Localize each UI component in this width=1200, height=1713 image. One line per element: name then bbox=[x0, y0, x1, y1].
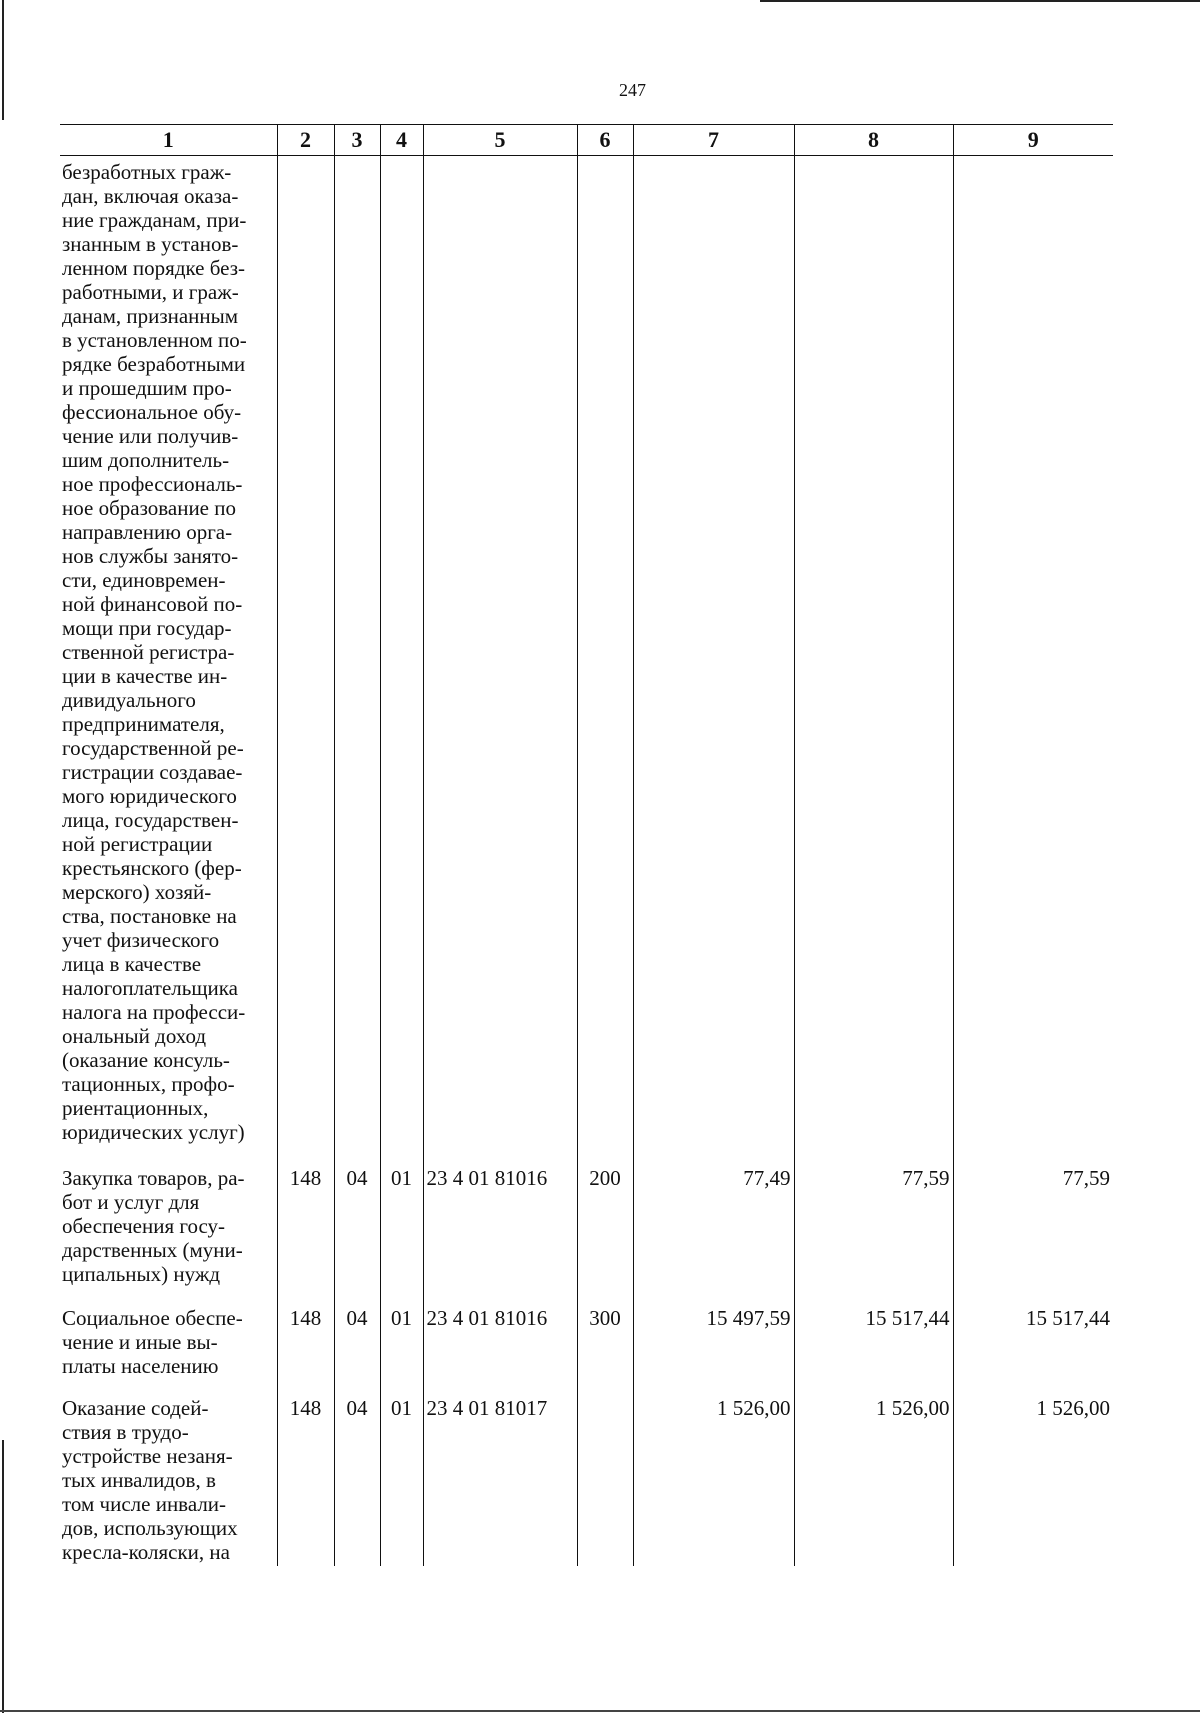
amount-year-2-cell: 77,59 bbox=[794, 1166, 953, 1306]
amount-year-2-cell bbox=[794, 156, 953, 1167]
expense-type-code-cell bbox=[577, 156, 633, 1167]
description-line: ональный доход bbox=[62, 1024, 207, 1048]
col-header-4: 4 bbox=[380, 125, 423, 156]
subsection-code-cell: 01 bbox=[380, 1306, 423, 1396]
description-line: ственной регистра- bbox=[62, 640, 235, 664]
description-line: чение и иные вы- bbox=[62, 1330, 218, 1354]
row-description bbox=[60, 1306, 277, 1396]
description-line: мерского) хозяй- bbox=[62, 880, 212, 904]
description-line: работными, и граж- bbox=[62, 280, 239, 304]
description-line: тых инвалидов, в bbox=[62, 1468, 216, 1492]
description-line: ства, постановке на bbox=[62, 904, 237, 928]
description-line: дан, включая оказа- bbox=[62, 184, 239, 208]
expense-type-code-cell: 200 bbox=[577, 1166, 633, 1306]
subsection-code-cell: 01 bbox=[380, 1166, 423, 1306]
target-article-code-cell: 23 4 01 81017 bbox=[423, 1396, 577, 1566]
admin-code-cell: 148 bbox=[277, 1166, 334, 1306]
description-line: государственной ре- bbox=[62, 736, 244, 760]
description-line: ленном порядке без- bbox=[62, 256, 246, 280]
section-code-cell: 04 bbox=[334, 1166, 380, 1306]
scan-edge-top bbox=[760, 0, 1200, 2]
description-line: направлению орга- bbox=[62, 520, 233, 544]
subsection-code-cell bbox=[380, 156, 423, 1167]
description-line: учет физического bbox=[62, 928, 220, 952]
description-line: гистрации создавае- bbox=[62, 760, 243, 784]
description-line: платы населению bbox=[62, 1354, 219, 1378]
description-line: юридических услуг) bbox=[62, 1120, 245, 1144]
amount-year-3-cell: 1 526,00 bbox=[953, 1396, 1113, 1566]
scan-edge-bottom bbox=[0, 1710, 1200, 1712]
section-code-cell bbox=[334, 156, 380, 1167]
description-line: фессиональное обу- bbox=[62, 400, 242, 424]
amount-year-3-cell: 77,59 bbox=[953, 1166, 1113, 1306]
description-line: Оказание содей- bbox=[62, 1396, 209, 1420]
section-code-cell: 04 bbox=[334, 1306, 380, 1396]
amount-year-2-cell: 15 517,44 bbox=[794, 1306, 953, 1396]
table-row bbox=[60, 1166, 1113, 1306]
description-line: сти, единовремен- bbox=[62, 568, 226, 592]
description-line: кресла-коляски, на bbox=[62, 1540, 230, 1564]
amount-year-2-cell: 1 526,00 bbox=[794, 1396, 953, 1566]
description-line: ции в качестве ин- bbox=[62, 664, 228, 688]
description-line: ние гражданам, при- bbox=[62, 208, 247, 232]
description-line: дарственных (муни- bbox=[62, 1238, 243, 1262]
col-header-3: 3 bbox=[334, 125, 380, 156]
expense-type-code-cell bbox=[577, 1396, 633, 1566]
target-article-code-cell bbox=[423, 156, 577, 1167]
subsection-code-cell: 01 bbox=[380, 1396, 423, 1566]
col-header-5: 5 bbox=[423, 125, 577, 156]
scan-edge-left-lower bbox=[2, 1440, 4, 1713]
admin-code-cell: 148 bbox=[277, 1396, 334, 1566]
amount-year-3-cell: 15 517,44 bbox=[953, 1306, 1113, 1396]
description-line: налогоплательщика bbox=[62, 976, 238, 1000]
description-line: обеспечения госу- bbox=[62, 1214, 226, 1238]
description-line: бот и услуг для bbox=[62, 1190, 200, 1214]
amount-year-1-cell bbox=[633, 156, 794, 1167]
col-header-9: 9 bbox=[953, 125, 1113, 156]
amount-year-1-cell: 77,49 bbox=[633, 1166, 794, 1306]
header-row bbox=[60, 125, 1113, 156]
description-line: (оказание консуль- bbox=[62, 1048, 230, 1072]
admin-code-cell bbox=[277, 156, 334, 1167]
description-line: ствия в трудо- bbox=[62, 1420, 189, 1444]
description-line: лица, государствен- bbox=[62, 808, 239, 832]
description-line: рядке безработными bbox=[62, 352, 246, 376]
section-code-cell: 04 bbox=[334, 1396, 380, 1566]
budget-table bbox=[60, 124, 1113, 1566]
col-header-2: 2 bbox=[277, 125, 334, 156]
description-line: и прошедшим про- bbox=[62, 376, 232, 400]
row-description bbox=[60, 1166, 277, 1306]
description-line: безработных граж- bbox=[62, 160, 232, 184]
page-number: 247 bbox=[619, 80, 646, 100]
row-description bbox=[60, 1396, 277, 1566]
description-line: ное образование по bbox=[62, 496, 236, 520]
description-line: дов, использующих bbox=[62, 1516, 238, 1540]
table-row bbox=[60, 1396, 1113, 1566]
description-line: знанным в установ- bbox=[62, 232, 239, 256]
amount-year-3-cell bbox=[953, 156, 1113, 1167]
table-header bbox=[60, 125, 1113, 156]
description-line: лица в качестве bbox=[62, 952, 202, 976]
col-header-1: 1 bbox=[60, 125, 277, 156]
description-line: данам, признанным bbox=[62, 304, 239, 328]
description-line: Закупка товаров, ра- bbox=[62, 1166, 245, 1190]
description-line: ной регистрации bbox=[62, 832, 213, 856]
description-line: Социальное обеспе- bbox=[62, 1306, 243, 1330]
target-article-code-cell: 23 4 01 81016 bbox=[423, 1306, 577, 1396]
col-header-6: 6 bbox=[577, 125, 633, 156]
description-line: ное профессиональ- bbox=[62, 472, 243, 496]
scan-edge-left bbox=[2, 0, 4, 120]
col-header-8: 8 bbox=[794, 125, 953, 156]
description-line: мого юридического bbox=[62, 784, 237, 808]
description-line: мощи при государ- bbox=[62, 616, 232, 640]
description-line: в установленном по- bbox=[62, 328, 247, 352]
expense-type-code-cell: 300 bbox=[577, 1306, 633, 1396]
target-article-code-cell: 23 4 01 81016 bbox=[423, 1166, 577, 1306]
description-line: предпринимателя, bbox=[62, 712, 225, 736]
description-line: нов службы занято- bbox=[62, 544, 239, 568]
table-body bbox=[60, 156, 1113, 1567]
table-row bbox=[60, 156, 1113, 1167]
col-header-7: 7 bbox=[633, 125, 794, 156]
description-line: тационных, профо- bbox=[62, 1072, 235, 1096]
admin-code-cell: 148 bbox=[277, 1306, 334, 1396]
description-line: том числе инвали- bbox=[62, 1492, 227, 1516]
description-line: налога на професси- bbox=[62, 1000, 246, 1024]
amount-year-1-cell: 1 526,00 bbox=[633, 1396, 794, 1566]
description-line: шим дополнитель- bbox=[62, 448, 230, 472]
row-description bbox=[60, 156, 277, 1167]
description-line: риентационных, bbox=[62, 1096, 209, 1120]
description-line: устройстве незаня- bbox=[62, 1444, 233, 1468]
description-line: ной финансовой по- bbox=[62, 592, 243, 616]
description-line: чение или получив- bbox=[62, 424, 239, 448]
description-line: крестьянского (фер- bbox=[62, 856, 242, 880]
amount-year-1-cell: 15 497,59 bbox=[633, 1306, 794, 1396]
description-line: дивидуального bbox=[62, 688, 196, 712]
table-row bbox=[60, 1306, 1113, 1396]
description-line: ципальных) нужд bbox=[62, 1262, 221, 1286]
